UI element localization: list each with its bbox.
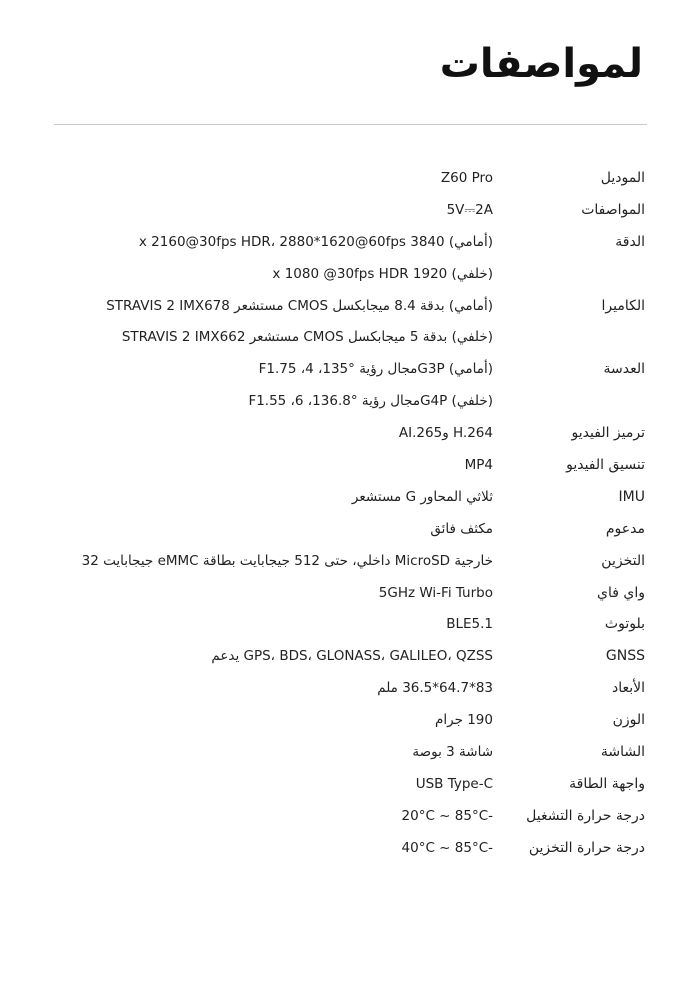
spec-label: مدعوم	[605, 520, 645, 537]
spec-label: درجة حرارة التشغيل	[526, 807, 645, 824]
spec-row	[0, 578, 699, 610]
spec-list	[0, 163, 699, 865]
spec-value: مكثف فائق	[430, 520, 493, 537]
spec-row	[0, 737, 699, 769]
spec-value: (خلفي) G4Pمجال رؤية °136.8، 6، F1.55	[248, 393, 493, 410]
spec-label: بلوتوث	[604, 616, 645, 633]
spec-values	[0, 514, 699, 546]
spec-value: (خلفي) بدقة 5 ميجابكسل CMOS مستشعر STRAVIS 2 IMX662	[121, 329, 493, 346]
spec-values	[0, 673, 699, 705]
spec-label: الدقة	[615, 233, 645, 250]
spec-row	[0, 163, 699, 195]
spec-label: الموديل	[600, 170, 645, 186]
title-divider	[54, 124, 647, 125]
spec-value: 5GHz Wi-Fi Turbo	[378, 584, 493, 601]
spec-value: (خلفي) 1920 x 1080 @30fps HDR	[272, 265, 493, 282]
spec-values	[0, 227, 699, 291]
page-title: لمواصفات	[439, 41, 643, 87]
spec-label: تنسيق الفيديو	[566, 457, 645, 474]
spec-row	[0, 418, 699, 450]
spec-value: (أمامي) 3840 x 2160@30fps HDR، 2880*1620@60fps	[138, 233, 493, 250]
spec-row	[0, 514, 699, 546]
spec-label: GNSS	[605, 648, 645, 665]
spec-label: الكاميرا	[601, 297, 645, 314]
spec-label: المواصفات	[581, 201, 645, 218]
spec-row	[0, 482, 699, 514]
spec-value: BLE5.1	[446, 616, 493, 633]
spec-value: GPS، BDS، GLONASS، GALILEO، QZSS يدعم	[211, 648, 493, 665]
spec-label: واي فاي	[597, 584, 645, 601]
spec-label: واجهة الطاقة	[569, 775, 645, 792]
spec-values	[0, 578, 699, 610]
spec-row	[0, 195, 699, 227]
spec-value: (أمامي) G3Pمجال رؤية °135، 4، F1.75	[258, 361, 493, 378]
spec-value: Z60 Pro	[440, 170, 493, 186]
spec-label: الشاشة	[600, 744, 645, 761]
spec-value: 83*64.7*36.5 ملم	[377, 680, 493, 697]
spec-value: خارجية MicroSD داخلي، حتى 512 جيجابايت بطاقة eMMC جيجابايت 32	[81, 552, 493, 569]
spec-value: -20°C ~ 85°C	[401, 807, 493, 824]
spec-values	[0, 641, 699, 673]
spec-values	[0, 737, 699, 769]
spec-values	[0, 705, 699, 737]
spec-row	[0, 705, 699, 737]
spec-value: 5V⎓2A	[446, 201, 493, 218]
spec-value: H.264 وAI.265	[398, 425, 493, 442]
spec-value: ثلاثي المحاور G مستشعر	[351, 488, 493, 505]
spec-row	[0, 833, 699, 865]
spec-row	[0, 641, 699, 673]
spec-value: شاشة 3 بوصة	[412, 744, 493, 761]
spec-label: الوزن	[612, 712, 645, 729]
spec-row	[0, 546, 699, 578]
spec-row	[0, 801, 699, 833]
spec-values	[0, 163, 699, 195]
spec-values	[0, 291, 699, 355]
spec-value: MP4	[464, 457, 493, 474]
spec-value: -40°C ~ 85°C	[401, 839, 493, 856]
spec-values	[0, 354, 699, 418]
spec-label: العدسة	[603, 361, 645, 378]
spec-row	[0, 354, 699, 418]
spec-label: IMU	[618, 488, 645, 505]
spec-value: (أمامي) بدقة 8.4 ميجابكسل CMOS مستشعر STRAVIS 2 IMX678	[106, 297, 493, 314]
spec-values	[0, 609, 699, 641]
spec-row	[0, 769, 699, 801]
spec-values	[0, 482, 699, 514]
spec-values	[0, 546, 699, 578]
spec-label: الأبعاد	[611, 680, 645, 697]
spec-row	[0, 450, 699, 482]
spec-value: USB Type-C	[415, 775, 493, 792]
spec-row	[0, 673, 699, 705]
spec-label: ترميز الفيديو	[571, 425, 645, 442]
spec-row	[0, 291, 699, 355]
spec-value: 190 جرام	[435, 712, 493, 729]
spec-label: التخزين	[601, 552, 645, 569]
spec-row	[0, 609, 699, 641]
spec-label: درجة حرارة التخزين	[528, 839, 645, 856]
spec-row	[0, 227, 699, 291]
